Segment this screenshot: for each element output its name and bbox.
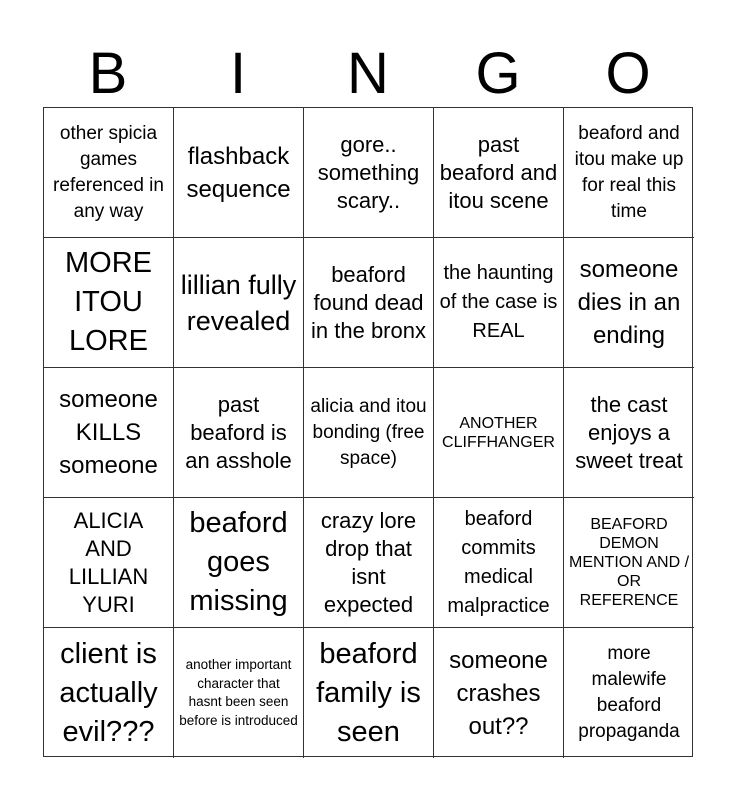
bingo-cell-r4c4[interactable]: beaford commits medical malpractice (434, 498, 564, 628)
bingo-cell-r2c2[interactable]: lillian fully revealed (174, 238, 304, 368)
bingo-cell-r5c4[interactable]: someone crashes out?? (434, 628, 564, 758)
header-letter-i: I (229, 41, 247, 106)
bingo-cell-r5c1[interactable]: client is actually evil??? (44, 628, 174, 758)
bingo-cell-r4c1[interactable]: ALICIA AND LILLIAN YURI (44, 498, 174, 628)
header-letter-b: B (88, 41, 128, 106)
bingo-cell-r3c1[interactable]: someone KILLS someone (44, 368, 174, 498)
header-letter-g: G (475, 41, 521, 106)
bingo-cell-r5c3[interactable]: beaford family is seen (304, 628, 434, 758)
bingo-cell-r4c3[interactable]: crazy lore drop that isnt expected (304, 498, 434, 628)
bingo-cell-r1c2[interactable]: flashback sequence (174, 108, 304, 238)
bingo-cell-r2c3[interactable]: beaford found dead in the bronx (304, 238, 434, 368)
bingo-cell-r1c5[interactable]: beaford and itou make up for real this time (564, 108, 694, 238)
bingo-cell-r5c2[interactable]: another important character that hasnt been seen before is introduced (174, 628, 304, 758)
bingo-cell-r5c5[interactable]: more malewife beaford propaganda (578, 643, 680, 742)
header-letter-n: N (347, 41, 389, 106)
bingo-cell-r2c5[interactable]: someone dies in an ending (564, 238, 694, 368)
header-letter-o: O (605, 41, 651, 106)
bingo-cell-r3c3[interactable]: alicia and itou bonding (free space) (304, 368, 434, 498)
bingo-cell-r3c4[interactable]: ANOTHER CLIFFHANGER (434, 368, 564, 498)
bingo-cell-r2c1[interactable]: MORE ITOU LORE (44, 238, 174, 368)
bingo-cell-r1c3[interactable]: gore.. something scary.. (304, 108, 434, 238)
bingo-cell-r3c2[interactable]: past beaford is an asshole (174, 368, 304, 498)
bingo-cell-r2c4[interactable]: the haunting of the case is REAL (434, 238, 564, 368)
bingo-cell-r3c5[interactable]: the cast enjoys a sweet treat (564, 368, 694, 498)
bingo-grid (43, 107, 693, 757)
bingo-cell-r1c1[interactable]: other spicia games referenced in any way (44, 108, 174, 238)
bingo-header (43, 40, 693, 108)
bingo-cell-r1c4[interactable]: past beaford and itou scene (434, 108, 564, 238)
bingo-cell-r4c5[interactable]: BEAFORD DEMON MENTION AND / OR REFERENCE (564, 498, 694, 628)
bingo-cell-r4c2[interactable]: beaford goes missing (174, 498, 304, 628)
